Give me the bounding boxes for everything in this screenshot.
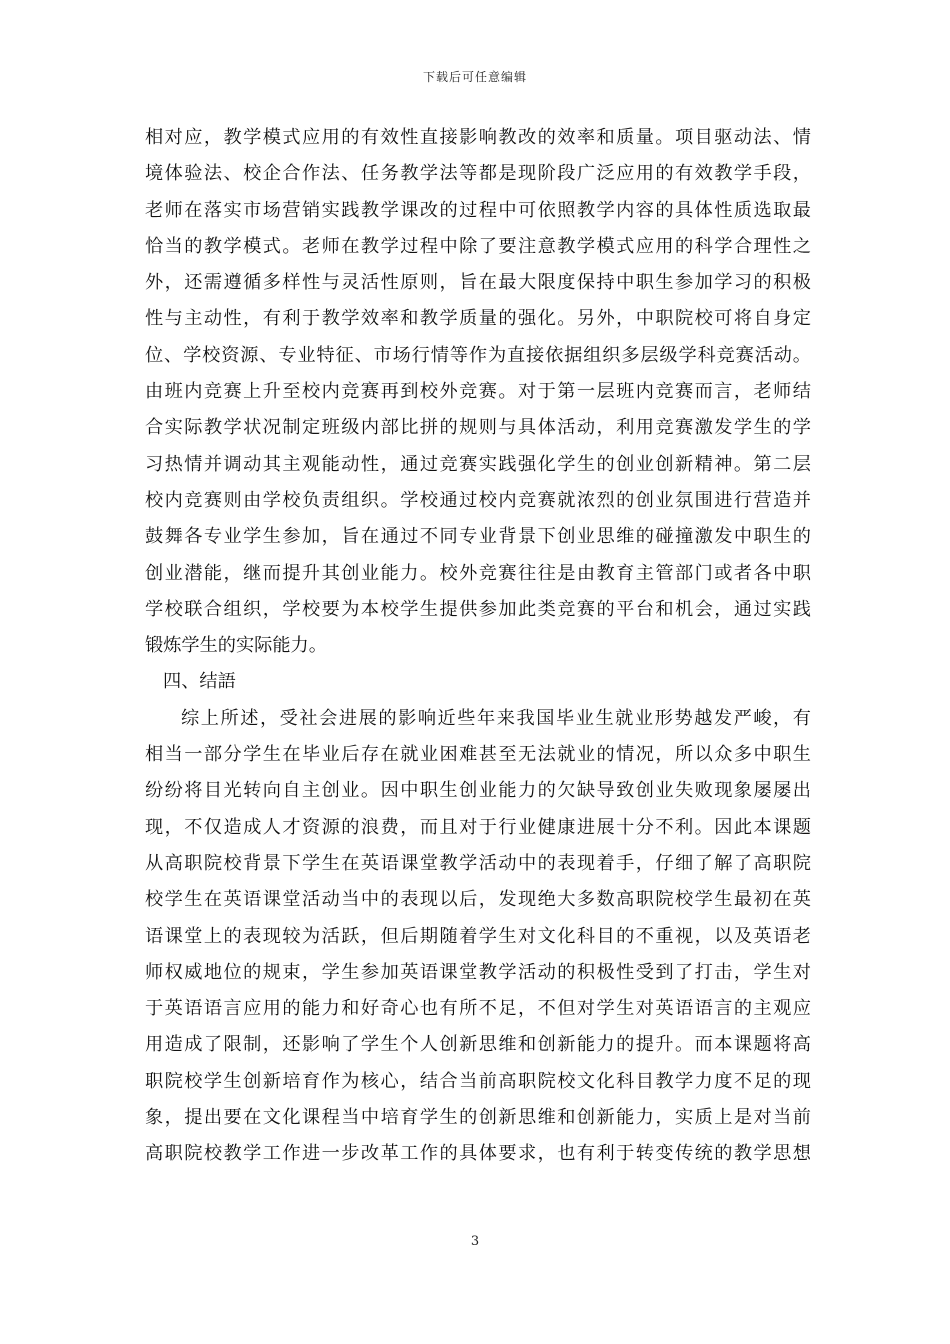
- page-header: 下载后可任意编辑: [422, 70, 527, 84]
- text-line: 语课堂上的表现较为活跃，但后期随着学生对文化科目的不重视，以及英语老: [145, 925, 811, 947]
- text-line: 合实际教学状况制定班级内部比拼的规则与具体活动，利用竞赛激发学生的学: [145, 417, 811, 439]
- text-line: 老师在落实市场营销实践教学课改的过程中可依照教学内容的具体性质选取最: [145, 199, 811, 221]
- text-line: 用造成了限制，还影响了学生个人创新思维和创新能力的提升。而本课题将高: [145, 1034, 811, 1056]
- text-line: 由班内竞赛上升至校内竞赛再到校外竞赛。对于第一层班内竞赛而言，老师结: [145, 381, 811, 403]
- text-line: 相对应，教学模式应用的有效性直接影响教改的效率和质量。项目驱动法、情: [145, 127, 811, 148]
- text-line: 纷纷将目光转向自主创业。因中职生创业能力的欠缺导致创业失败现象屡屡出: [145, 780, 811, 802]
- text-line: 象，提出要在文化课程当中培育学生的创新思维和创新能力，实质上是对当前: [145, 1107, 811, 1129]
- text-line: 创业潜能，继而提升其创业能力。校外竞赛往往是由教育主管部门或者各中职: [145, 562, 811, 584]
- section-heading: 四、结語: [163, 671, 236, 693]
- text-line: 位、学校资源、专业特征、市场行情等作为直接依据组织多层级学科竞赛活动。: [145, 344, 811, 366]
- text-line: 鼓舞各专业学生参加，旨在通过不同专业背景下创业思维的碰撞激发中职生的: [145, 526, 811, 548]
- text-line: 学校联合组织，学校要为本校学生提供参加此类竞赛的平台和机会，通过实践: [145, 598, 811, 620]
- text-line: 从高职院校背景下学生在英语课堂教学活动中的表现着手，仔细了解了高职院: [145, 852, 811, 874]
- text-line: 习热情并调动其主观能动性，通过竞赛实践强化学生的创业创新精神。第二层: [145, 453, 811, 475]
- text-line: 校学生在英语课堂活动当中的表现以后，发现绝大多数高职院校学生最初在英: [145, 889, 811, 911]
- text-line: 锻炼学生的实际能力。: [145, 635, 327, 657]
- text-line: 恰当的教学模式。老师在教学过程中除了要注意教学模式应用的科学合理性之: [145, 235, 811, 257]
- text-line: 综上所述，受社会进展的影响近些年来我国毕业生就业形势越发严峻，有: [181, 707, 811, 729]
- text-line: 于英语语言应用的能力和好奇心也有所不足，不但对学生对英语语言的主观应: [145, 998, 811, 1020]
- text-line: 校内竞赛则由学校负责组织。学校通过校内竞赛就浓烈的创业氛围进行营造并: [145, 489, 811, 511]
- text-line: 相当一部分学生在毕业后存在就业困难甚至无法就业的情况，所以众多中职生: [145, 744, 811, 766]
- page-number: 3: [470, 1234, 480, 1249]
- text-line: 外，还需遵循多样性与灵活性原则，旨在最大限度保持中职生参加学习的积极: [145, 272, 811, 294]
- text-line: 性与主动性，有利于教学效率和教学质量的强化。另外，中职院校可将自身定: [145, 308, 811, 330]
- text-line: 师权威地位的规束，学生参加英语课堂教学活动的积极性受到了打击，学生对: [145, 961, 811, 983]
- text-line: 境体验法、校企合作法、任务教学法等都是现阶段广泛应用的有效教学手段，: [145, 163, 811, 185]
- text-line: 高职院校教学工作进一步改革工作的具体要求，也有利于转变传统的教学思想: [145, 1143, 811, 1165]
- text-line: 现，不仅造成人才资源的浪费，而且对于行业健康进展十分不利。因此本课题: [145, 816, 811, 838]
- text-line: 职院校学生创新培育作为核心，结合当前高职院校文化科目教学力度不足的现: [145, 1070, 811, 1092]
- document-body: [145, 120, 811, 1173]
